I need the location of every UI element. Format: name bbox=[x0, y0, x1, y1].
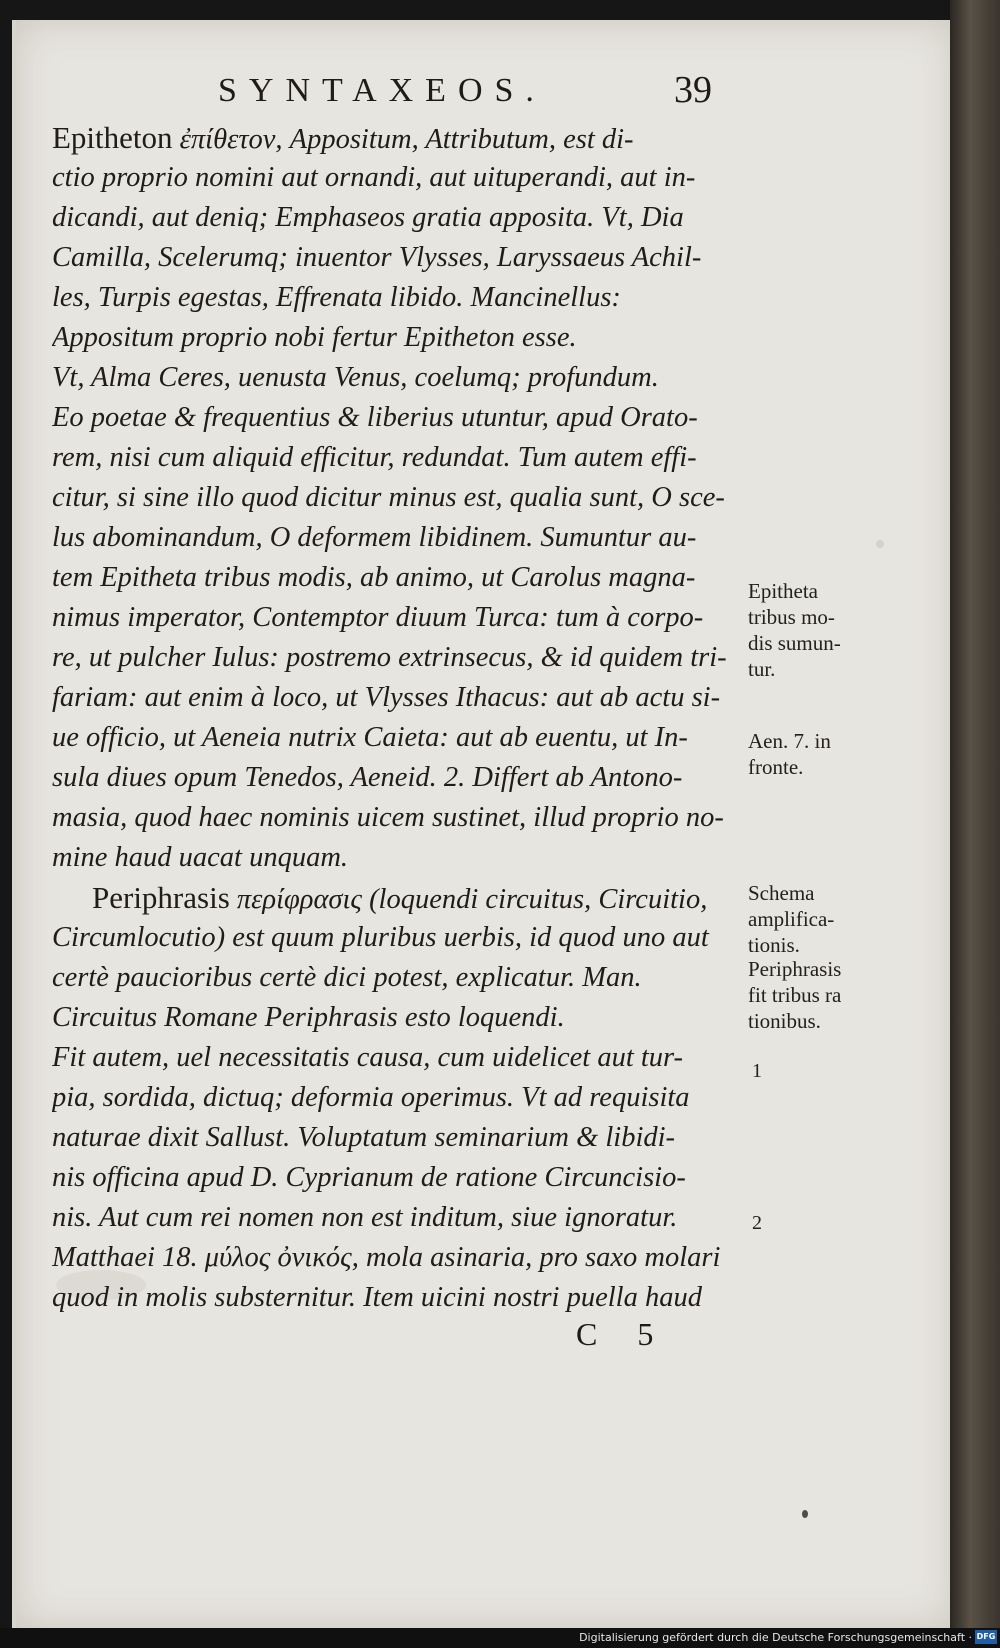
running-head: SYNTAXEOS. bbox=[218, 72, 546, 109]
text-line: Camilla, Scelerumq; inuentor Vlysses, Laryssaeus Achil- bbox=[52, 242, 702, 273]
text-line: re, ut pulcher Iulus: postremo extrinsecus, & id quidem tri- bbox=[52, 642, 727, 673]
text-line: ue officio, ut Aeneia nutrix Caieta: aut ab euentu, ut In- bbox=[52, 722, 688, 753]
margin-note bbox=[748, 956, 898, 1034]
dfg-logo-icon: DFG bbox=[975, 1630, 997, 1644]
text-line: les, Turpis egestas, Effrenata libido. Mancinellus: bbox=[52, 282, 621, 313]
margin-note-line: tionis. bbox=[748, 933, 800, 957]
margin-number: 2 bbox=[752, 1212, 762, 1234]
text-line: pia, sordida, dictuq; deformia operimus. Vt ad requisita bbox=[52, 1082, 690, 1113]
margin-note-line: amplifica- bbox=[748, 907, 835, 931]
text-line: Matthaei 18. μύλος ὀνικός, mola asinaria, pro saxo molari bbox=[52, 1242, 721, 1273]
text-line: dicandi, aut deniq; Emphaseos gratia apposita. Vt, Dia bbox=[52, 202, 684, 233]
margin-note-line: Schema bbox=[748, 881, 815, 905]
margin-note bbox=[748, 578, 898, 682]
text-line: ctio proprio nomini aut ornandi, aut uituperandi, aut in- bbox=[52, 162, 696, 193]
margin-note bbox=[748, 728, 898, 780]
text-line: tem Epitheta tribus modis, ab animo, ut Carolus magna- bbox=[52, 562, 696, 593]
text-line: nimus imperator, Contemptor diuum Turca: tum à corpo- bbox=[52, 602, 704, 633]
text-line bbox=[52, 118, 752, 158]
text-line: Circumlocutio) est quum pluribus uerbis, id quod uno aut bbox=[52, 922, 709, 953]
text-line: Circuitus Romane Periphrasis esto loquendi. bbox=[52, 1002, 565, 1033]
margin-note-line: tionibus. bbox=[748, 1009, 821, 1033]
margin-note-line: Aen. 7. in bbox=[748, 729, 831, 753]
text-line: sula diues opum Tenedos, Aeneid. 2. Differt ab Antono- bbox=[52, 762, 683, 793]
margin-note-line: dis sumun- bbox=[748, 631, 841, 655]
text-line: fariam: aut enim à loco, ut Vlysses Ithacus: aut ab actu si- bbox=[52, 682, 721, 713]
text-line: masia, quod haec nominis uicem sustinet, illud proprio no- bbox=[52, 802, 724, 833]
margin-note bbox=[748, 880, 898, 958]
text-line: Vt, Alma Ceres, uenusta Venus, coelumq; profundum. bbox=[52, 362, 659, 393]
text-line: nis officina apud D. Cyprianum de ratione Circuncisio- bbox=[52, 1162, 686, 1193]
footer-credit: Digitalisierung gefördert durch die Deutsche Forschungsgemeinschaft · bbox=[579, 1631, 972, 1644]
margin-note-line: fit tribus ra bbox=[748, 983, 842, 1007]
margin-note-line: Periphrasis bbox=[748, 957, 842, 981]
lemma-word: Epitheton bbox=[52, 120, 173, 155]
text-line bbox=[52, 878, 752, 918]
margin-note-line: tribus mo- bbox=[748, 605, 835, 629]
line-rest: περίφρασις (loquendi circuitus, Circuitio, bbox=[229, 884, 708, 915]
text-line: certè paucioribus certè dici potest, explicatur. Man. bbox=[52, 962, 642, 993]
main-text-block bbox=[52, 118, 752, 1318]
line-rest: ἐπίθετον, Appositum, Attributum, est di- bbox=[172, 124, 634, 155]
text-line: lus abominandum, O deformem libidinem. Sumuntur au- bbox=[52, 522, 697, 553]
text-line: mine haud uacat unquam. bbox=[52, 842, 349, 873]
page-edge-shadow bbox=[950, 0, 1000, 1648]
text-line: Eo poetae & frequentius & liberius utuntur, apud Orato- bbox=[52, 402, 698, 433]
margin-note-line: tur. bbox=[748, 657, 776, 681]
text-line: citur, si sine illo quod dicitur minus est, qualia sunt, O sce- bbox=[52, 482, 725, 513]
text-line: nis. Aut cum rei nomen non est inditum, siue ignoratur. bbox=[52, 1202, 678, 1233]
page-number: 39 bbox=[674, 69, 712, 111]
paper-speck bbox=[876, 540, 884, 548]
text-line: rem, nisi cum aliquid efficitur, redundat. Tum autem effi- bbox=[52, 442, 697, 473]
margin-number: 1 bbox=[752, 1060, 762, 1082]
text-line: quod in molis substernitur. Item uicini nostri puella haud bbox=[52, 1282, 702, 1313]
text-line: Fit autem, uel necessitatis causa, cum uidelicet aut tur- bbox=[52, 1042, 684, 1073]
signature-mark: C 5 bbox=[576, 1316, 670, 1352]
margin-note-line: fronte. bbox=[748, 755, 804, 779]
ink-speck bbox=[802, 1510, 808, 1518]
text-line: naturae dixit Sallust. Voluptatum seminarium & libidi- bbox=[52, 1122, 676, 1153]
text-line: Appositum proprio nobi fertur Epitheton esse. bbox=[52, 322, 577, 353]
margin-note-line: Epitheta bbox=[748, 579, 818, 603]
lemma-word: Periphrasis bbox=[92, 880, 230, 915]
